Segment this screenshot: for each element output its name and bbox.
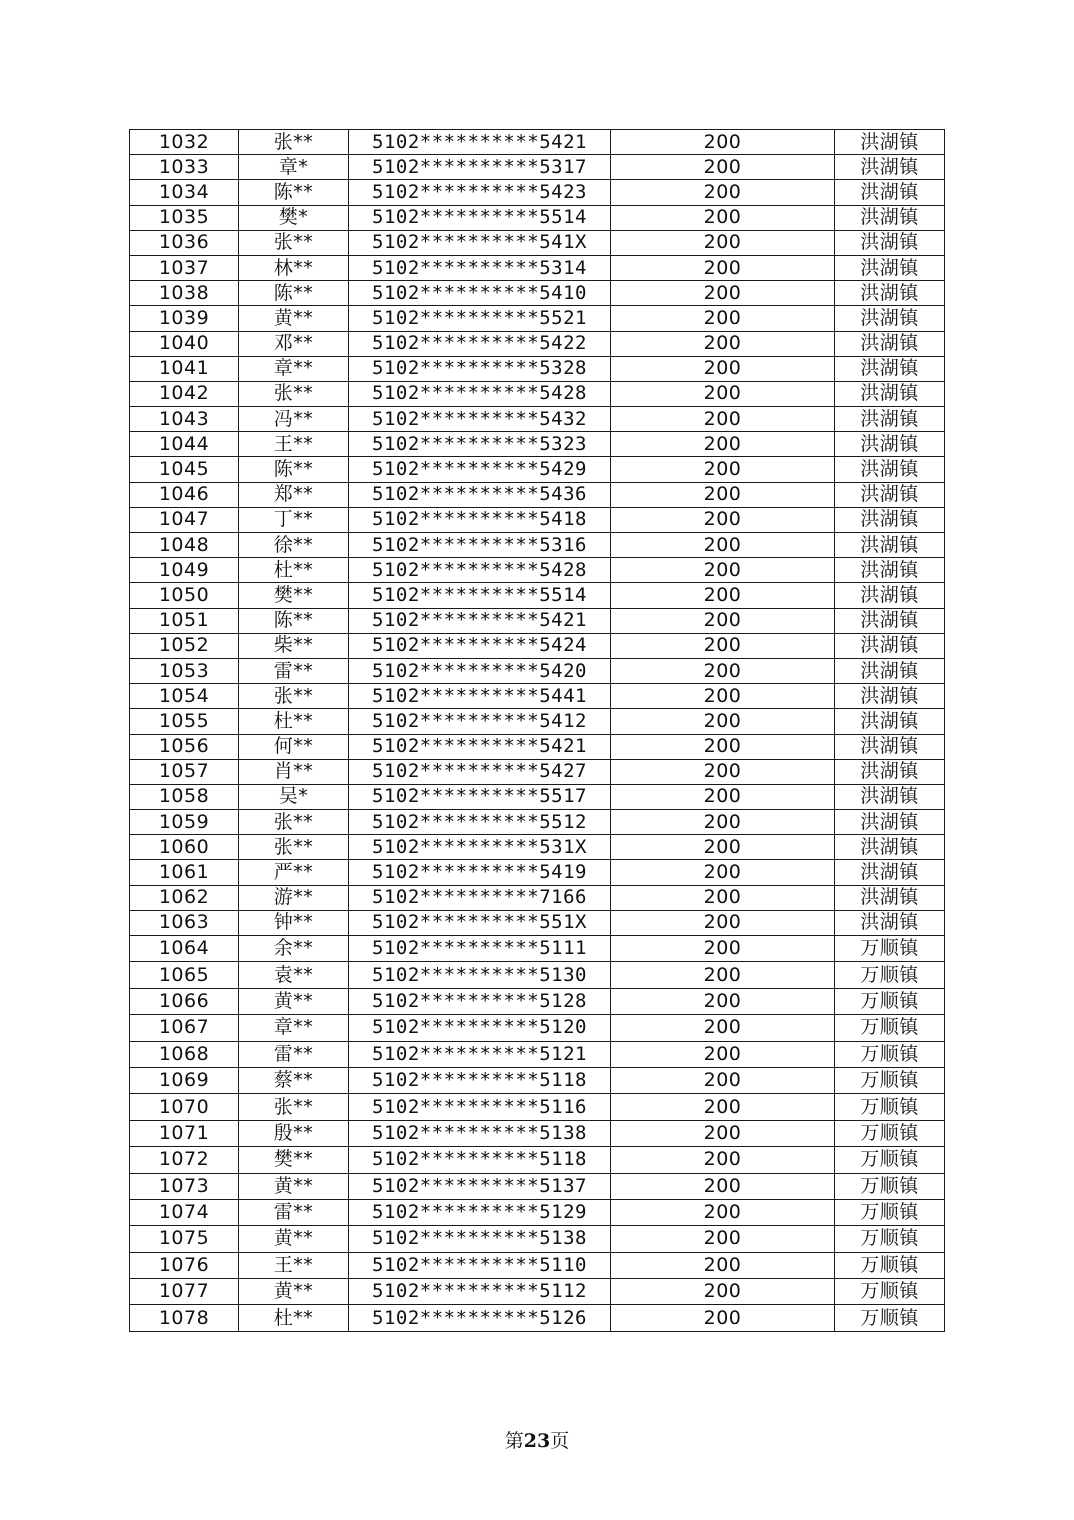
serial-number-cell: 1058 <box>130 784 239 809</box>
town-cell: 万顺镇 <box>835 1173 945 1199</box>
serial-number-cell: 1068 <box>130 1041 239 1067</box>
serial-number-cell: 1042 <box>130 381 239 406</box>
table-row <box>130 633 945 658</box>
town-cell: 洪湖镇 <box>835 407 945 432</box>
table-row <box>130 885 945 910</box>
id-number-cell: 5102**********5128 <box>349 988 611 1014</box>
table-row <box>130 482 945 507</box>
name-cell: 严** <box>239 860 349 885</box>
table-row <box>130 306 945 331</box>
id-number-cell: 5102**********5421 <box>349 608 611 633</box>
name-cell: 杜** <box>239 709 349 734</box>
page-number: 23 <box>523 1430 551 1452</box>
table-row <box>130 1226 945 1252</box>
amount-cell: 200 <box>611 281 835 306</box>
table-row <box>130 583 945 608</box>
serial-number-cell: 1059 <box>130 810 239 835</box>
name-cell: 张** <box>239 230 349 255</box>
town-cell: 洪湖镇 <box>835 709 945 734</box>
name-cell: 黄** <box>239 1173 349 1199</box>
serial-number-cell: 1050 <box>130 583 239 608</box>
name-cell: 吴* <box>239 784 349 809</box>
id-number-cell: 5102**********5126 <box>349 1305 611 1331</box>
id-number-cell: 5102**********5138 <box>349 1120 611 1146</box>
table-row <box>130 835 945 860</box>
serial-number-cell: 1047 <box>130 507 239 532</box>
serial-number-cell: 1065 <box>130 962 239 988</box>
amount-cell: 200 <box>611 533 835 558</box>
name-cell: 张** <box>239 130 349 155</box>
amount-cell: 200 <box>611 1094 835 1120</box>
id-number-cell: 5102**********5129 <box>349 1199 611 1225</box>
town-cell: 洪湖镇 <box>835 381 945 406</box>
town-cell: 万顺镇 <box>835 1094 945 1120</box>
amount-cell: 200 <box>611 583 835 608</box>
id-number-cell: 5102**********7166 <box>349 885 611 910</box>
amount-cell: 200 <box>611 558 835 583</box>
town-cell: 洪湖镇 <box>835 885 945 910</box>
town-cell: 万顺镇 <box>835 936 945 962</box>
name-cell: 徐** <box>239 533 349 558</box>
serial-number-cell: 1037 <box>130 255 239 280</box>
table-row <box>130 1120 945 1146</box>
table-row <box>130 558 945 583</box>
roster-table-body <box>130 130 945 1332</box>
id-number-cell: 5102**********5118 <box>349 1067 611 1093</box>
amount-cell: 200 <box>611 230 835 255</box>
town-cell: 洪湖镇 <box>835 482 945 507</box>
serial-number-cell: 1048 <box>130 533 239 558</box>
serial-number-cell: 1071 <box>130 1120 239 1146</box>
name-cell: 邓** <box>239 331 349 356</box>
table-row <box>130 180 945 205</box>
id-number-cell: 5102**********5116 <box>349 1094 611 1120</box>
town-cell: 洪湖镇 <box>835 810 945 835</box>
id-number-cell: 5102**********5317 <box>349 155 611 180</box>
table-row <box>130 910 945 935</box>
amount-cell: 200 <box>611 860 835 885</box>
table-row <box>130 130 945 155</box>
table-row <box>130 860 945 885</box>
town-cell: 万顺镇 <box>835 1067 945 1093</box>
amount-cell: 200 <box>611 1173 835 1199</box>
serial-number-cell: 1072 <box>130 1147 239 1173</box>
serial-number-cell: 1035 <box>130 205 239 230</box>
id-number-cell: 5102**********5514 <box>349 583 611 608</box>
page-footer <box>0 1426 1074 1453</box>
id-number-cell: 5102**********5424 <box>349 633 611 658</box>
amount-cell: 200 <box>611 1252 835 1278</box>
id-number-cell: 5102**********5316 <box>349 533 611 558</box>
serial-number-cell: 1049 <box>130 558 239 583</box>
name-cell: 钟** <box>239 910 349 935</box>
town-cell: 洪湖镇 <box>835 205 945 230</box>
town-cell: 洪湖镇 <box>835 533 945 558</box>
name-cell: 王** <box>239 432 349 457</box>
amount-cell: 200 <box>611 155 835 180</box>
serial-number-cell: 1052 <box>130 633 239 658</box>
serial-number-cell: 1074 <box>130 1199 239 1225</box>
name-cell: 蔡** <box>239 1067 349 1093</box>
town-cell: 万顺镇 <box>835 1015 945 1041</box>
id-number-cell: 5102**********5112 <box>349 1279 611 1305</box>
town-cell: 万顺镇 <box>835 1252 945 1278</box>
amount-cell: 200 <box>611 962 835 988</box>
serial-number-cell: 1041 <box>130 356 239 381</box>
town-cell: 洪湖镇 <box>835 356 945 381</box>
name-cell: 张** <box>239 810 349 835</box>
serial-number-cell: 1076 <box>130 1252 239 1278</box>
serial-number-cell: 1077 <box>130 1279 239 1305</box>
serial-number-cell: 1033 <box>130 155 239 180</box>
table-row <box>130 281 945 306</box>
id-number-cell: 5102**********5328 <box>349 356 611 381</box>
town-cell: 洪湖镇 <box>835 608 945 633</box>
amount-cell: 200 <box>611 255 835 280</box>
town-cell: 洪湖镇 <box>835 281 945 306</box>
amount-cell: 200 <box>611 1305 835 1331</box>
amount-cell: 200 <box>611 1041 835 1067</box>
serial-number-cell: 1032 <box>130 130 239 155</box>
amount-cell: 200 <box>611 432 835 457</box>
name-cell: 雷** <box>239 1041 349 1067</box>
table-row <box>130 684 945 709</box>
name-cell: 樊** <box>239 1147 349 1173</box>
name-cell: 黄** <box>239 1226 349 1252</box>
name-cell: 林** <box>239 255 349 280</box>
table-row <box>130 1067 945 1093</box>
id-number-cell: 5102**********5521 <box>349 306 611 331</box>
amount-cell: 200 <box>611 507 835 532</box>
serial-number-cell: 1066 <box>130 988 239 1014</box>
name-cell: 黄** <box>239 988 349 1014</box>
id-number-cell: 5102**********5514 <box>349 205 611 230</box>
name-cell: 张** <box>239 835 349 860</box>
serial-number-cell: 1053 <box>130 658 239 683</box>
amount-cell: 200 <box>611 1147 835 1173</box>
amount-cell: 200 <box>611 381 835 406</box>
serial-number-cell: 1060 <box>130 835 239 860</box>
serial-number-cell: 1034 <box>130 180 239 205</box>
town-cell: 万顺镇 <box>835 1120 945 1146</box>
serial-number-cell: 1054 <box>130 684 239 709</box>
table-row <box>130 1041 945 1067</box>
id-number-cell: 5102**********5111 <box>349 936 611 962</box>
name-cell: 章** <box>239 356 349 381</box>
name-cell: 殷** <box>239 1120 349 1146</box>
name-cell: 游** <box>239 885 349 910</box>
name-cell: 章* <box>239 155 349 180</box>
serial-number-cell: 1039 <box>130 306 239 331</box>
name-cell: 张** <box>239 684 349 709</box>
amount-cell: 200 <box>611 1015 835 1041</box>
town-cell: 洪湖镇 <box>835 130 945 155</box>
id-number-cell: 5102**********5428 <box>349 381 611 406</box>
town-cell: 万顺镇 <box>835 1305 945 1331</box>
serial-number-cell: 1045 <box>130 457 239 482</box>
town-cell: 洪湖镇 <box>835 432 945 457</box>
name-cell: 黄** <box>239 306 349 331</box>
table-row <box>130 608 945 633</box>
name-cell: 冯** <box>239 407 349 432</box>
town-cell: 洪湖镇 <box>835 331 945 356</box>
town-cell: 万顺镇 <box>835 1199 945 1225</box>
town-cell: 洪湖镇 <box>835 155 945 180</box>
amount-cell: 200 <box>611 734 835 759</box>
town-cell: 洪湖镇 <box>835 860 945 885</box>
town-cell: 洪湖镇 <box>835 306 945 331</box>
name-cell: 张** <box>239 1094 349 1120</box>
town-cell: 洪湖镇 <box>835 507 945 532</box>
serial-number-cell: 1043 <box>130 407 239 432</box>
table-row <box>130 1279 945 1305</box>
table-row <box>130 432 945 457</box>
serial-number-cell: 1063 <box>130 910 239 935</box>
amount-cell: 200 <box>611 1067 835 1093</box>
amount-cell: 200 <box>611 885 835 910</box>
town-cell: 洪湖镇 <box>835 734 945 759</box>
amount-cell: 200 <box>611 1120 835 1146</box>
table-row <box>130 810 945 835</box>
amount-cell: 200 <box>611 910 835 935</box>
town-cell: 洪湖镇 <box>835 784 945 809</box>
table-row <box>130 507 945 532</box>
amount-cell: 200 <box>611 784 835 809</box>
table-row <box>130 331 945 356</box>
name-cell: 袁** <box>239 962 349 988</box>
id-number-cell: 5102**********5428 <box>349 558 611 583</box>
id-number-cell: 5102**********5421 <box>349 130 611 155</box>
amount-cell: 200 <box>611 684 835 709</box>
id-number-cell: 5102**********5120 <box>349 1015 611 1041</box>
town-cell: 万顺镇 <box>835 1226 945 1252</box>
serial-number-cell: 1046 <box>130 482 239 507</box>
name-cell: 柴** <box>239 633 349 658</box>
name-cell: 丁** <box>239 507 349 532</box>
town-cell: 万顺镇 <box>835 962 945 988</box>
town-cell: 洪湖镇 <box>835 759 945 784</box>
town-cell: 洪湖镇 <box>835 633 945 658</box>
amount-cell: 200 <box>611 633 835 658</box>
id-number-cell: 5102**********5423 <box>349 180 611 205</box>
table-row <box>130 759 945 784</box>
table-row <box>130 1015 945 1041</box>
id-number-cell: 5102**********5441 <box>349 684 611 709</box>
id-number-cell: 5102**********5118 <box>349 1147 611 1173</box>
table-row <box>130 1252 945 1278</box>
serial-number-cell: 1051 <box>130 608 239 633</box>
amount-cell: 200 <box>611 936 835 962</box>
id-number-cell: 5102**********5436 <box>349 482 611 507</box>
serial-number-cell: 1057 <box>130 759 239 784</box>
id-number-cell: 5102**********5419 <box>349 860 611 885</box>
serial-number-cell: 1040 <box>130 331 239 356</box>
id-number-cell: 5102**********5418 <box>349 507 611 532</box>
name-cell: 黄** <box>239 1279 349 1305</box>
table-row <box>130 457 945 482</box>
name-cell: 樊** <box>239 583 349 608</box>
amount-cell: 200 <box>611 658 835 683</box>
serial-number-cell: 1069 <box>130 1067 239 1093</box>
town-cell: 洪湖镇 <box>835 457 945 482</box>
table-row <box>130 936 945 962</box>
amount-cell: 200 <box>611 407 835 432</box>
table-row <box>130 533 945 558</box>
amount-cell: 200 <box>611 482 835 507</box>
table-row <box>130 1305 945 1331</box>
id-number-cell: 5102**********5130 <box>349 962 611 988</box>
id-number-cell: 5102**********5110 <box>349 1252 611 1278</box>
name-cell: 陈** <box>239 457 349 482</box>
town-cell: 洪湖镇 <box>835 658 945 683</box>
town-cell: 洪湖镇 <box>835 910 945 935</box>
town-cell: 洪湖镇 <box>835 835 945 860</box>
id-number-cell: 5102**********5429 <box>349 457 611 482</box>
amount-cell: 200 <box>611 331 835 356</box>
table-row <box>130 255 945 280</box>
name-cell: 雷** <box>239 1199 349 1225</box>
table-row <box>130 1094 945 1120</box>
amount-cell: 200 <box>611 1199 835 1225</box>
amount-cell: 200 <box>611 457 835 482</box>
amount-cell: 200 <box>611 1279 835 1305</box>
name-cell: 张** <box>239 381 349 406</box>
serial-number-cell: 1044 <box>130 432 239 457</box>
id-number-cell: 5102**********5410 <box>349 281 611 306</box>
table-row <box>130 1173 945 1199</box>
id-number-cell: 5102**********5137 <box>349 1173 611 1199</box>
town-cell: 洪湖镇 <box>835 558 945 583</box>
name-cell: 雷** <box>239 658 349 683</box>
id-number-cell: 5102**********5323 <box>349 432 611 457</box>
serial-number-cell: 1055 <box>130 709 239 734</box>
id-number-cell: 5102**********5517 <box>349 784 611 809</box>
serial-number-cell: 1075 <box>130 1226 239 1252</box>
table-row <box>130 230 945 255</box>
name-cell: 杜** <box>239 1305 349 1331</box>
town-cell: 万顺镇 <box>835 1147 945 1173</box>
page-number-suffix: 页 <box>550 1430 570 1452</box>
town-cell: 洪湖镇 <box>835 180 945 205</box>
page-number-prefix: 第 <box>504 1430 524 1452</box>
name-cell: 杜** <box>239 558 349 583</box>
id-number-cell: 5102**********5421 <box>349 734 611 759</box>
id-number-cell: 5102**********5422 <box>349 331 611 356</box>
id-number-cell: 5102**********5512 <box>349 810 611 835</box>
table-row <box>130 988 945 1014</box>
table-row <box>130 205 945 230</box>
serial-number-cell: 1061 <box>130 860 239 885</box>
name-cell: 肖** <box>239 759 349 784</box>
name-cell: 樊* <box>239 205 349 230</box>
name-cell: 王** <box>239 1252 349 1278</box>
name-cell: 陈** <box>239 180 349 205</box>
serial-number-cell: 1062 <box>130 885 239 910</box>
town-cell: 洪湖镇 <box>835 684 945 709</box>
id-number-cell: 5102**********541X <box>349 230 611 255</box>
table-row <box>130 381 945 406</box>
id-number-cell: 5102**********5427 <box>349 759 611 784</box>
town-cell: 万顺镇 <box>835 1279 945 1305</box>
serial-number-cell: 1036 <box>130 230 239 255</box>
table-row <box>130 1147 945 1173</box>
serial-number-cell: 1038 <box>130 281 239 306</box>
table-row <box>130 155 945 180</box>
amount-cell: 200 <box>611 709 835 734</box>
table-row <box>130 1199 945 1225</box>
id-number-cell: 5102**********551X <box>349 910 611 935</box>
id-number-cell: 5102**********5314 <box>349 255 611 280</box>
roster-table <box>129 129 945 1332</box>
table-row <box>130 784 945 809</box>
id-number-cell: 5102**********5121 <box>349 1041 611 1067</box>
amount-cell: 200 <box>611 1226 835 1252</box>
name-cell: 何** <box>239 734 349 759</box>
town-cell: 万顺镇 <box>835 1041 945 1067</box>
name-cell: 郑** <box>239 482 349 507</box>
table-row <box>130 734 945 759</box>
amount-cell: 200 <box>611 356 835 381</box>
town-cell: 万顺镇 <box>835 988 945 1014</box>
amount-cell: 200 <box>611 130 835 155</box>
name-cell: 陈** <box>239 608 349 633</box>
amount-cell: 200 <box>611 988 835 1014</box>
serial-number-cell: 1056 <box>130 734 239 759</box>
amount-cell: 200 <box>611 205 835 230</box>
town-cell: 洪湖镇 <box>835 583 945 608</box>
table-row <box>130 356 945 381</box>
name-cell: 余** <box>239 936 349 962</box>
amount-cell: 200 <box>611 306 835 331</box>
table-row <box>130 407 945 432</box>
table-row <box>130 709 945 734</box>
table-row <box>130 962 945 988</box>
name-cell: 陈** <box>239 281 349 306</box>
serial-number-cell: 1078 <box>130 1305 239 1331</box>
serial-number-cell: 1067 <box>130 1015 239 1041</box>
id-number-cell: 5102**********5432 <box>349 407 611 432</box>
serial-number-cell: 1070 <box>130 1094 239 1120</box>
serial-number-cell: 1073 <box>130 1173 239 1199</box>
id-number-cell: 5102**********5138 <box>349 1226 611 1252</box>
id-number-cell: 5102**********5420 <box>349 658 611 683</box>
name-cell: 章** <box>239 1015 349 1041</box>
town-cell: 洪湖镇 <box>835 230 945 255</box>
amount-cell: 200 <box>611 759 835 784</box>
amount-cell: 200 <box>611 810 835 835</box>
id-number-cell: 5102**********531X <box>349 835 611 860</box>
serial-number-cell: 1064 <box>130 936 239 962</box>
id-number-cell: 5102**********5412 <box>349 709 611 734</box>
table-row <box>130 658 945 683</box>
amount-cell: 200 <box>611 835 835 860</box>
amount-cell: 200 <box>611 180 835 205</box>
town-cell: 洪湖镇 <box>835 255 945 280</box>
amount-cell: 200 <box>611 608 835 633</box>
